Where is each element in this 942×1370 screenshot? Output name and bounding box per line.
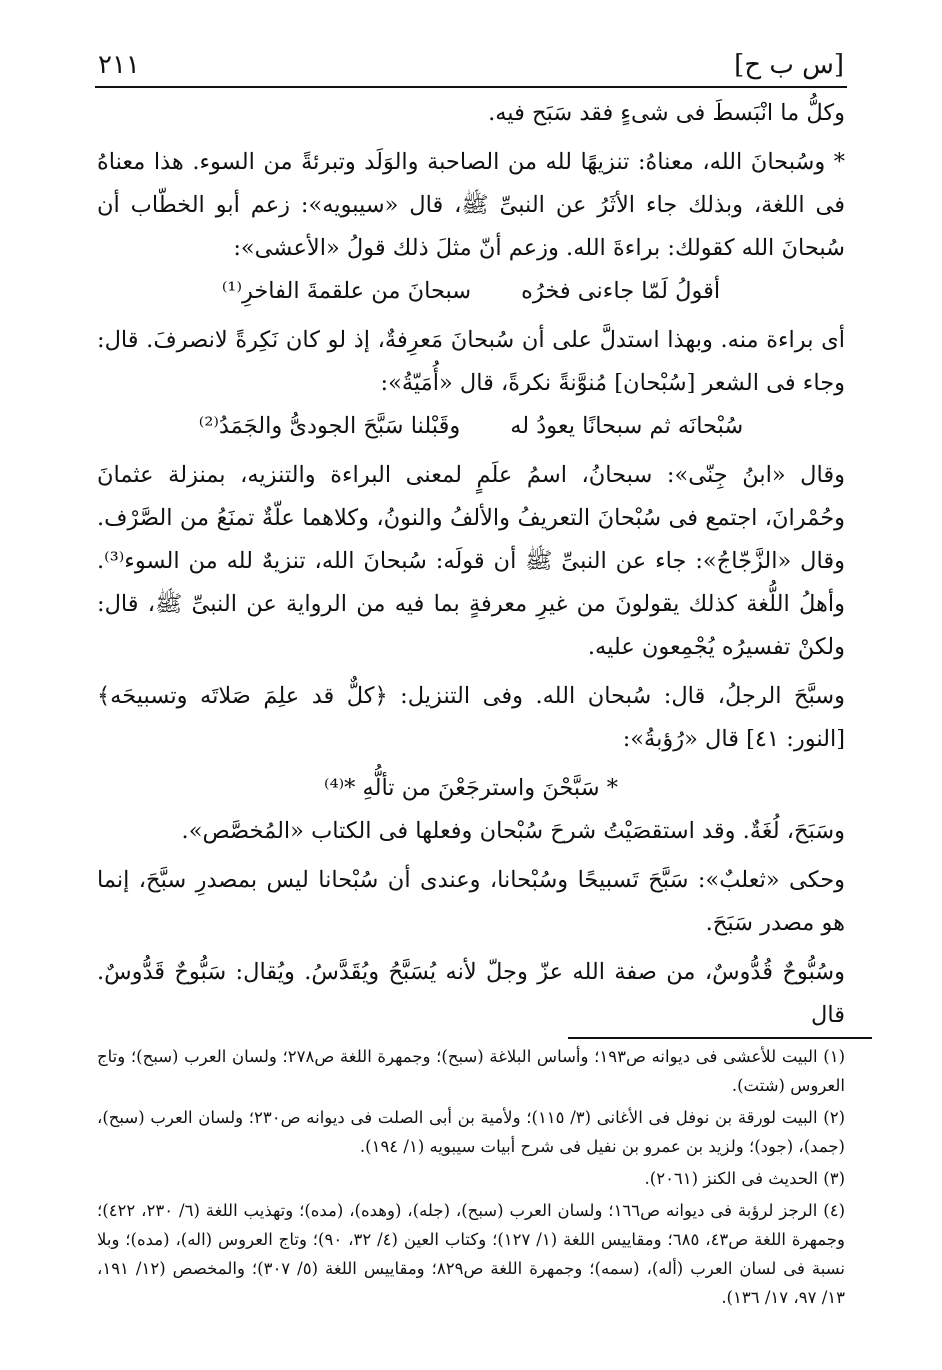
verse-line — [97, 405, 845, 448]
paragraph: وحكى «ثعلبٌ»: سَبَّحَ تَسبيحًا وسُبْحانا، وعندى أن سُبْحانا ليس بمصدرِ سبَّحَ، إنما هو مصدر سَبَحَ. — [97, 867, 845, 936]
paragraph: أى براءة منه. وبهذا استدلَّ على أن سُبحانَ مَعرِفةٌ، إذ لو كان نَكِرةً لانصرفَ. قال: وجاء فى الشعر [سُبْحان] مُنوَّنةً نكرةً، قال «أُمَيّةُ»: — [97, 327, 845, 396]
footnotes — [97, 1042, 845, 1315]
footnote: (٤) الرجز لرؤبة فى ديوانه ص١٦٦؛ ولسان العرب (سبح)، (جله)، (وهده)، (مده)؛ وتهذيب اللغة (٦/ ٢٣٠، ٤٢٢)؛ وجمهرة اللغة ص٤٣، ٦٨٥؛ ومقاييس اللغة (١/ ١٢٧)؛ وكتاب العين (٤/ ٣٢، ٩٠)؛ وتاج العروس (اله)، (مده)؛ وبلا نسبة فى لسان العرب (أله)، (سمه)؛ وجمهرة اللغة ص٨٢٩؛ ومقاييس اللغة (٥/ ٣٠٧)؛ والمخصص (١٢/ ١٩١، ١٣/ ٩٧، ١٧/ ١٣٦). — [97, 1201, 846, 1307]
footnote: (٢) البيت لورقة بن نوفل فى الأغانى (٣/ ١١٥)؛ ولأمية بن أبى الصلت فى ديوانه ص٢٣٠؛ ولسان العرب (سبح)، (جمد)، (جود)؛ ولزيد بن عمرو بن نفيل فى شرح أبيات سيبويه (١/ ١٩٤). — [97, 1108, 845, 1156]
footnote-divider — [568, 1037, 872, 1039]
page-header — [98, 44, 844, 86]
paragraph: وسُبُّوحٌ قُدُّوسٌ، من صفة الله عزّ وجلّ لأنه يُسَبَّحُ ويُقَدَّسُ. ويُقال: سَبُّوحٌ قَدُّوسٌ. قال — [97, 959, 845, 1028]
paragraph: وسَبَحَ، لُغَةٌ. وقد استقصَيْتُ شرحَ سُبْحان وفعلها فى الكتاب «المُخصَّص». — [181, 818, 845, 844]
verse-line — [97, 270, 845, 313]
verse-hemistich: أقولُ لَمّا جاءنى فخرُه — [521, 278, 721, 304]
paragraph: وقال «ابنُ جِنّى»: سبحانُ، اسمُ علَمٍ لمعنى البراءة والتنزيه، بمنزلة عثمانَ وحُمْرانَ، اجتمع فى سُبْحانَ التعريفُ والألفُ والنونُ، وكلاهما علّةٌ تمنَعُ من الصَّرْف. وقال «الزَّجّاجُ»: جاء عن النبىِّ ﷺ أن قولَه: سُبحانَ الله، تنزيهٌ لله من السوء⁽³⁾. وأهلُ اللُّغة كذلك يقولونَ من غيرِ معرفةٍ بما فيه من الرواية عن النبىِّ ﷺ، قال: ولكنْ تفسيرُه يُجْمِعون عليه. — [97, 462, 845, 660]
main-text — [97, 92, 845, 1037]
paragraph: وكلُّ ما انْبَسطَ فى شىءٍ فقد سَبَح فيه. — [488, 100, 845, 126]
footnote: (٣) الحديث فى الكنز (٢٠٦١). — [644, 1169, 845, 1188]
header-divider — [95, 86, 847, 88]
footnote: (١) البيت للأعشى فى ديوانه ص١٩٣؛ وأساس البلاغة (سبح)؛ وجمهرة اللغة ص٢٧٨؛ ولسان العرب (سبح)؛ وتاج العروس (شتت). — [97, 1047, 845, 1095]
verse-hemistich: سبحانَ من علقمةَ الفاخرِ⁽¹⁾ — [221, 278, 472, 304]
root-heading: [س ب ح] — [734, 50, 844, 80]
paragraph: وسبَّحَ الرجلُ، قال: سُبحان الله. وفى التنزيل: ﴿كلٌّ قد علِمَ صَلاتَه وتسبيحَه﴾ [النور: ٤١] قال «رُؤبةُ»: — [97, 683, 845, 752]
verse-hemistich: سُبْحانَه ثم سبحانًا يعودُ له — [510, 413, 744, 439]
page-number: ٢١١ — [98, 50, 140, 80]
paragraph: * وسُبحانَ الله، معناهُ: تنزيهًا لله من الصاحبة والوَلَد وتبرئةً من السوء. هذا معناهُ فى اللغة، وبذلك جاء الأثَرُ عن النبىِّ ﷺ، قال «سيبويه»: زعم أبو الخطّاب أن سُبحانَ الله كقولك: براءةَ الله. وزعم أنّ مثلَ ذلك قولُ «الأعشى»: — [97, 149, 845, 261]
verse-hemistich: وقَبْلنا سَبَّحَ الجودىُّ والجَمَدُ⁽²⁾ — [198, 413, 461, 439]
rajaz-verse: * سَبَّحْنَ واسترجَعْنَ من تألُّهِ *⁽⁴⁾ — [324, 775, 618, 801]
